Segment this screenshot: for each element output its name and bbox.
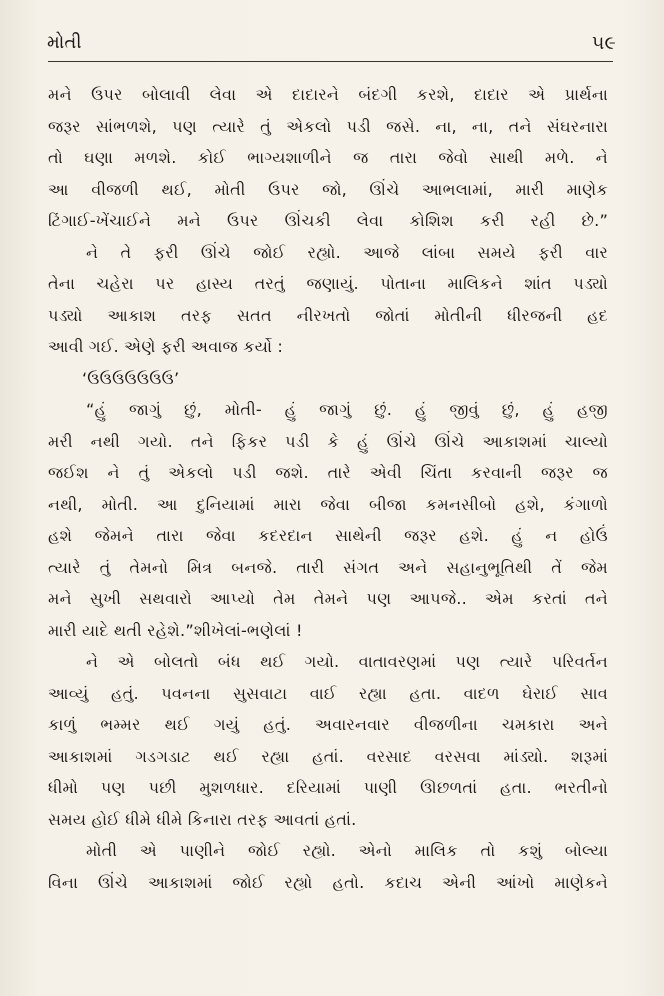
text-line-19: ને એ બોલતો બંધ થઈ ગયો. વાતાવરણમાં પણ ત્યારે પરિવર્તન: [86, 652, 608, 671]
text-line-6: ને તે ફરી ઊંચે જોઈ રહ્યો. આજે લાંબા સમયે ફરી વાર: [86, 242, 608, 262]
body-text: [48, 79, 608, 898]
text-line-20: આવ્યું હતું. પવનના સુસવાટા વાઈ રહ્યા હતા. વાદળ ઘેરાઈ સાવ: [48, 683, 608, 703]
text-line-12: મરી નથી ગયો. તને ફિકર પડી કે હું ઊંચે ઊંચે આકાશમાં ચાલ્યો: [48, 431, 608, 451]
text-line-22: આકાશમાં ગડગડાટ થઈ રહ્યા હતાં. વરસાદ વરસવા માંડ્યો. શરૂમાં: [48, 746, 608, 766]
page-header: [47, 33, 616, 61]
text-line-17: મને સુખી સથવારો આપ્યો તેમ તેમને પણ આપજે.. એમ કરતાં તને: [48, 589, 608, 608]
text-line-3: તો ઘણા મળશે. કોઈ ભાગ્યશાળીને જ તારા જેવો સાથી મળે. ને: [48, 148, 608, 167]
text-line-16: ત્યારે તું તેમનો મિત્ર બનજે. તારી સંગત અને સહાનુભૂતિથી તેં જેમ: [48, 557, 608, 577]
text-line-23: ધીમો પણ પછી મુશળધાર. દરિયામાં પાણી ઊછળતાં હતા. ભરતીનો: [48, 778, 608, 797]
text-line-18: મારી યાદે થતી રહેશે.”શીખેલાં-ભણેલાં !: [48, 620, 303, 640]
text-line-8: પડ્યો આકાશ તરફ સતત નીરખતો જોતાં મોતીની ધીરજની હદ: [48, 305, 608, 325]
text-line-4: આ વીજળી થઈ, મોતી ઉપર જો, ઊંચે આભલામાં, મારી માણેક: [48, 179, 608, 199]
text-line-13: જઈશ ને તું એકલો પડી જશે. તારે એવી ચિંતા કરવાની જરૂર જ: [48, 463, 608, 482]
text-line-15: હશે જેમને તારા જેવા કદરદાન સાથેની જરૂર હશે. હું ન હોઉં: [48, 526, 608, 545]
text-line-7: તેના ચહેરા પર હાસ્ય તરતું જણાયું. પોતાના માલિકને શાંત પડ્યો: [48, 274, 608, 293]
page-number: ૫૯: [591, 32, 616, 54]
chapter-title: મોતી: [47, 32, 82, 53]
text-line-25: મોતી એ પાણીને જોઈ રહ્યો. એનો માલિક તો કશું બોલ્યા: [86, 841, 608, 860]
text-line-21: કાળું ભમ્મર થઈ ગયું હતું. અવારનવાર વીજળીના ચમકારા અને: [48, 715, 608, 734]
text-line-1: મને ઉપર બોલાવી લેવા એ દાદારને બંદગી કરશે, દાદાર એ પ્રાર્થના: [48, 85, 608, 104]
text-line-10: ‘ઉઉઉઉઉઉઉ’: [82, 368, 180, 388]
text-line-9: આવી ગઈ. એણે ફરી અવાજ કર્યો :: [48, 337, 284, 356]
header-rule: [48, 61, 613, 62]
text-line-11: “હું જાગું છું, મોતી- હું જાગું છું. હું જીવું છું, હું હજી: [86, 400, 608, 419]
text-line-2: જરૂર સાંભળશે, પણ ત્યારે તું એકલો પડી જસે. ના, ના, તને સંઘરનારા: [48, 116, 608, 136]
text-line-5: ટિંગાઈ-ખેંચાઈને મને ઉપર ઊંચકી લેવા કોશિશ કરી રહી છે.”: [48, 211, 608, 230]
text-line-26: વિના ઊંચે આકાશમાં જોઈ રહ્યો હતો. કદાચ એની આંખો માણેકને: [48, 872, 608, 892]
text-line-24: સમય હોઈ ધીમે ધીમે કિનારા તરફ આવતાં હતાં.: [48, 809, 357, 829]
text-line-14: નથી, મોતી. આ દુનિયામાં મારા જેવા બીજા કમનસીબો હશે, કંગાળો: [48, 494, 608, 514]
